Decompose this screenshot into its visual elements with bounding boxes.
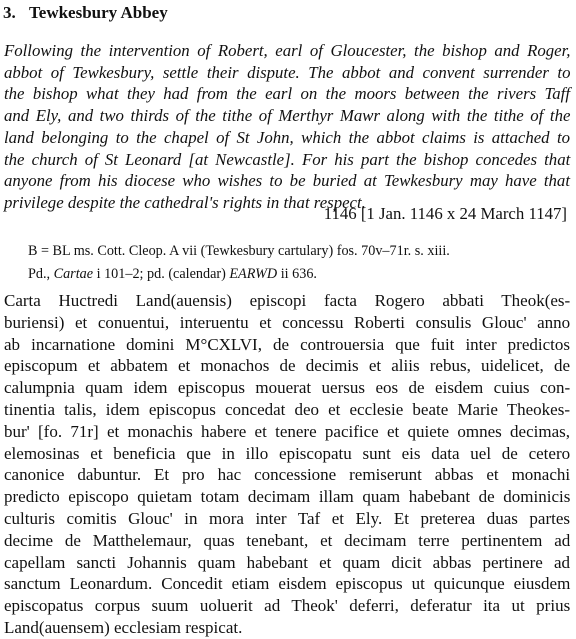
summary-line: Following the intervention of Robert, earl of Gloucester, the bishop and Roger, <box>4 41 571 60</box>
latin-text <box>4 290 570 639</box>
summary-line: abbot of Tewkesbury, settle their dispute. The abbot and convent surrender to <box>4 62 571 82</box>
printed-prefix: Pd., <box>28 266 54 282</box>
latin-line: capellam sancti Johannis quam habebant et quam dicit abbas pertinere ad <box>4 552 570 572</box>
latin-line: predicto episcopo quietam totam decimam illam quam habebant de dominicis <box>4 487 571 507</box>
summary-line: the bishop what they had from the earl on the moors between the rivers Taff <box>4 84 570 104</box>
latin-line: episcopatus corpus suum uoluerit ad Theok' deferri, deferatur ita ut prius <box>4 596 571 616</box>
printed-title-cartae: Cartae <box>53 266 94 282</box>
summary-line: the church of St Leonard [at Newcastle]. For his part the bishop concedes that <box>4 149 571 169</box>
latin-line: canonice dabuntur. Et pro hac concessione remiserunt abbas et monachi <box>4 465 571 485</box>
summary-line: land belonging to the chapel of St John, which the abbot claims is attached to <box>4 127 570 147</box>
latin-line: tinentia talis, idem episcopus concedat deo et ecclesie beate Marie Theokes- <box>4 399 570 419</box>
latin-line: calumpnia quam idem episcopus mouerat uersus eos de eisdem cuius con- <box>4 378 571 398</box>
document-date: 1146 [1 Jan. 1146 x 24 March 1147] <box>323 204 567 223</box>
summary-line: and Ely, and two thirds of the tithe of Merthyr Mawr along with the tithe of the <box>4 106 571 126</box>
manuscript-source: B = BL ms. Cott. Cleop. A vii (Tewkesbury cartulary) fos. 70v–71r. s. xiii. <box>28 243 450 259</box>
latin-line: Carta Huctredi Land(auensis) episcopi facta Rogero abbati Theok(es- <box>4 291 571 310</box>
printed-sources <box>28 265 568 283</box>
summary-paragraph <box>4 40 570 214</box>
latin-line: episcopum et abbatem et monachos de decimis et aliis rebus, uidelicet, de <box>4 356 570 376</box>
latin-line: sanctum Leonardum. Concedit etiam eisdem episcopus ut quicunque eiusdem <box>4 574 571 594</box>
latin-line: ab incarnatione domini M°CXLVI, de controuersia que fuit inter predictos <box>4 334 570 354</box>
latin-line: Land(auensem) ecclesiam respicat. <box>4 617 243 637</box>
document-heading <box>3 2 168 24</box>
latin-line: buriensi) et conuentui, interuentu et concessu Roberti consulis Glouc' anno <box>4 312 571 332</box>
latin-line: culturis comitis Glouc' in mora inter Taf et Ely. Et preterea duas partes <box>4 508 570 528</box>
document-number: 3. <box>3 3 16 22</box>
printed-middle: i 101–2; pd. (calendar) <box>93 266 230 282</box>
latin-line: bur' [fo. 71r] et monachis habere et tenere pacifice et quiete omnes decimas, <box>4 421 570 441</box>
document-title: Tewkesbury Abbey <box>29 3 168 22</box>
latin-line: elemosinas et beneficia que in illo episcopatu sunt eis data uel de cetero <box>4 443 571 463</box>
summary-line: anyone from his diocese who wishes to be buried at Tewkesbury may have that <box>4 171 570 191</box>
latin-line: decime de Matthelemaur, quas tenebant, et decimam terre pertinentem ad <box>4 530 571 550</box>
printed-suffix: ii 636. <box>277 266 317 282</box>
printed-title-earwd: EARWD <box>229 266 278 282</box>
summary-line: privilege despite the cathedral's rights in that respect. <box>4 192 366 212</box>
